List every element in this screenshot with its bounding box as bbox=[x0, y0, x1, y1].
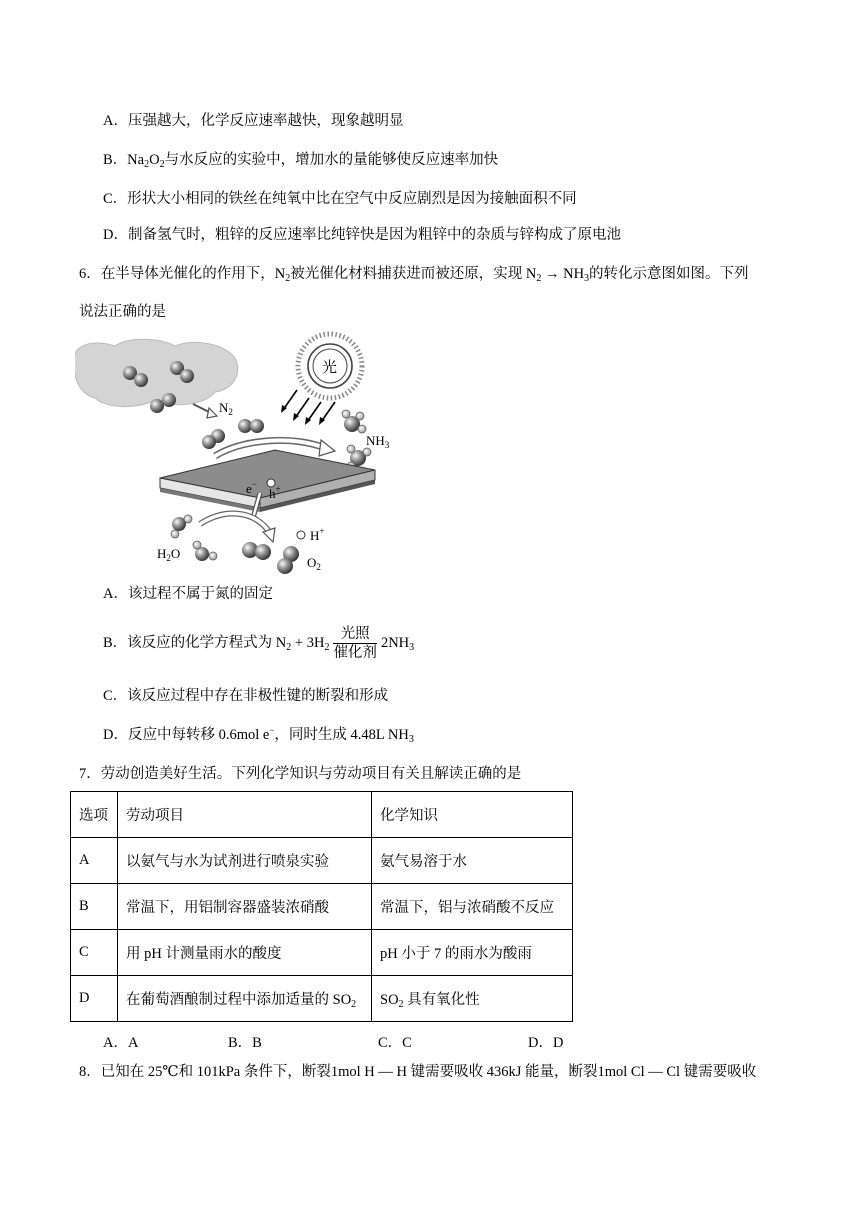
table-header-row bbox=[71, 792, 573, 838]
q7-answer-d: D．D bbox=[528, 1035, 564, 1051]
header-option: 选项 bbox=[71, 792, 118, 838]
q7-answer-c: C．C bbox=[378, 1035, 412, 1051]
o2-label: $O_2$ bbox=[307, 555, 321, 572]
table-row: B 常温下，用铝制容器盛装浓硝酸 常温下，铝与浓硝酸不反应 bbox=[71, 884, 573, 930]
table-row: C 用 pH 计测量雨水的酸度 pH 小于 7 的雨水为酸雨 bbox=[71, 930, 573, 976]
q7-table bbox=[70, 791, 573, 1022]
light-arrows bbox=[283, 390, 335, 422]
q5-option-d: D．制备氢气时，粗锌的反应速率比纯锌快是因为粗锌中的杂质与锌构成了原电池 bbox=[103, 227, 621, 243]
table-row: D 在葡萄酒酿制过程中添加适量的 $SO_2$ $SO_2$ 具有氧化性 bbox=[71, 976, 573, 1022]
q5-option-c: C．形状大小相同的铁丝在纯氧中比在空气中反应剧烈是因为接触面积不同 bbox=[103, 191, 577, 207]
q6-stem-line2: 说法正确的是 bbox=[79, 304, 166, 320]
q6-option-b: B．该反应的化学方程式为 $N_2 + 3H_2$ $\frac{\text{光照}}{\text{催化剂}}$ $2NH_3$ bbox=[103, 626, 415, 662]
o2-molecules bbox=[242, 542, 299, 574]
sun-icon bbox=[298, 334, 362, 398]
nh3-label: $NH_3$ bbox=[366, 433, 390, 450]
header-labor-item: 劳动项目 bbox=[118, 792, 372, 838]
table-row: A 以氨气与水为试剂进行喷泉实验 氨气易溶于水 bbox=[71, 838, 573, 884]
h2o-label: $H_2O$ bbox=[157, 546, 181, 563]
hole-label: h+ bbox=[269, 484, 281, 501]
q7-answer-a: A．A bbox=[103, 1035, 139, 1051]
q6-option-d: D．反应中每转移 0.6mol e−，同时生成 4.48L $NH_3$ bbox=[103, 725, 414, 745]
q6-option-c: C．该反应过程中存在非极性键的断裂和形成 bbox=[103, 688, 389, 704]
cloud-shape bbox=[75, 339, 238, 406]
light-label: 光 bbox=[322, 360, 338, 376]
electron-label: e− bbox=[246, 479, 257, 496]
q7-stem: 7．劳动创造美好生活。下列化学知识与劳动项目有关且解读正确的是 bbox=[79, 766, 522, 782]
photocatalysis-figure bbox=[75, 328, 415, 580]
q5-option-a: A．压强越大，化学反应速率越快，现象越明显 bbox=[103, 113, 404, 129]
q7-answer-b: B．B bbox=[228, 1035, 262, 1051]
q8-stem: 8．已知在 25℃和 101kPa 条件下，断裂1mol H — H 键需要吸收 436kJ 能量，断裂1mol Cl — Cl 键需要吸收 bbox=[79, 1064, 757, 1080]
n2-label: $N_2$ bbox=[219, 400, 233, 417]
q5-option-b: B．$Na_2O_2$与水反应的实验中，增加水的量能够使反应速率加快 bbox=[103, 152, 499, 170]
q6-stem-line1: 6．在半导体光催化的作用下，$N_2$被光催化材料捕获进而被还原，实现 $N_2 \to NH_3$的转化示意图如图。下列 bbox=[79, 266, 749, 284]
hplus-label: H+ bbox=[310, 526, 325, 543]
q6-option-a: A．该过程不属于氮的固定 bbox=[103, 586, 273, 602]
header-chem-knowledge: 化学知识 bbox=[372, 792, 573, 838]
